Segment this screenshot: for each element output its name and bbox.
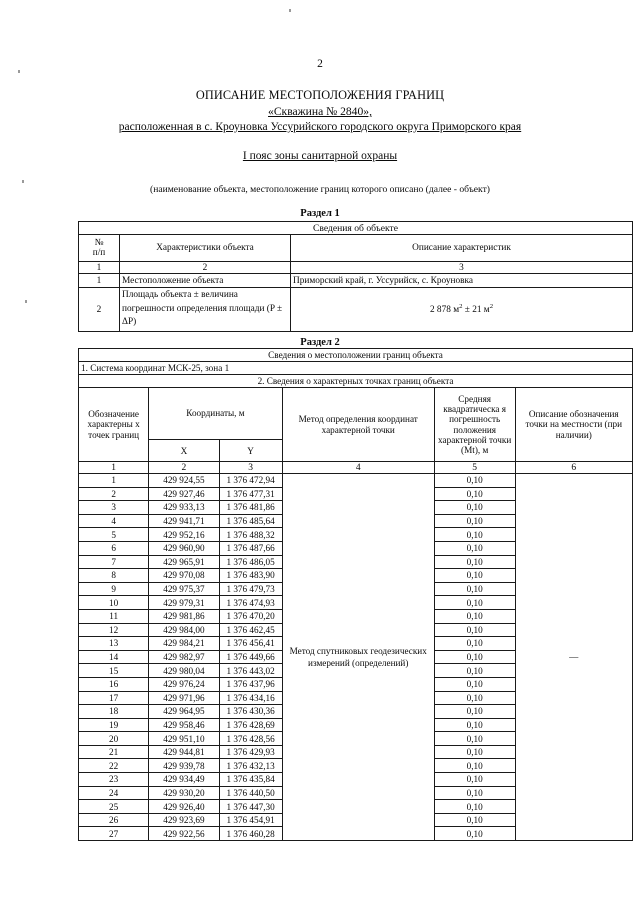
col-number-3: 3 — [291, 262, 633, 274]
row-x: 429 971,96 — [149, 691, 219, 705]
row-point-label: 25 — [79, 800, 149, 814]
row-point-label: 22 — [79, 759, 149, 773]
section-2-caption: Раздел 2 — [300, 337, 340, 348]
row-y: 1 376 437,96 — [219, 677, 282, 691]
col-header-description: Описание обозначения точки на местности (при наличии) — [515, 388, 633, 462]
row-point-label: 12 — [79, 623, 149, 637]
row-x: 429 984,00 — [149, 623, 219, 637]
row-x: 429 941,71 — [149, 514, 219, 528]
row-point-label: 21 — [79, 745, 149, 759]
row-mt: 0,10 — [434, 773, 515, 787]
row-x: 429 964,95 — [149, 705, 219, 719]
row-point-label: 26 — [79, 813, 149, 827]
row-x: 429 981,86 — [149, 609, 219, 623]
row-point-label: 20 — [79, 732, 149, 746]
row-method: Метод спутниковых геодезических измерений (определений) — [282, 474, 434, 841]
row-point-label: 16 — [79, 677, 149, 691]
row-point-label: 8 — [79, 569, 149, 583]
row-y: 1 376 434,16 — [219, 691, 282, 705]
document-zone — [0, 150, 640, 162]
coordinate-system-row: 1. Система координат МСК-25, зона 1 — [79, 362, 633, 375]
col-header-method: Метод определения координат характерной точки — [282, 388, 434, 462]
row-point-label: 10 — [79, 596, 149, 610]
col-number-6: 6 — [515, 462, 633, 474]
document-subject-text: «Скважина № 2840», — [268, 105, 372, 118]
row-characteristic: Местоположение объекта — [120, 274, 291, 288]
row-x: 429 970,08 — [149, 569, 219, 583]
row-x: 429 939,78 — [149, 759, 219, 773]
row-point-label: 27 — [79, 827, 149, 841]
row-point-label: 17 — [79, 691, 149, 705]
col-number-1: 1 — [79, 462, 149, 474]
row-point-label: 23 — [79, 773, 149, 787]
row-point-label: 3 — [79, 501, 149, 515]
row-x: 429 979,31 — [149, 596, 219, 610]
row-y: 1 376 483,90 — [219, 569, 282, 583]
row-y: 1 376 440,50 — [219, 786, 282, 800]
row-mt: 0,10 — [434, 705, 515, 719]
row-mt: 0,10 — [434, 691, 515, 705]
row-x: 429 952,16 — [149, 528, 219, 542]
col-header-mt: Средняя квадратическа я погрешность положения характерной точки (Mt), м — [434, 388, 515, 462]
row-mt: 0,10 — [434, 623, 515, 637]
row-mt: 0,10 — [434, 596, 515, 610]
row-y: 1 376 462,45 — [219, 623, 282, 637]
row-point-label: 24 — [79, 786, 149, 800]
page-number: 2 — [317, 58, 323, 70]
row-x: 429 976,24 — [149, 677, 219, 691]
col-number-3: 3 — [219, 462, 282, 474]
row-mt: 0,10 — [434, 528, 515, 542]
table-row — [79, 474, 633, 488]
row-y: 1 376 474,93 — [219, 596, 282, 610]
row-point-label: 1 — [79, 474, 149, 488]
scan-speck — [22, 180, 24, 183]
row-x: 429 984,21 — [149, 637, 219, 651]
row-point-label: 9 — [79, 582, 149, 596]
col-number-1: 1 — [79, 262, 120, 274]
row-x: 429 965,91 — [149, 555, 219, 569]
row-y: 1 376 428,56 — [219, 732, 282, 746]
row-mt: 0,10 — [434, 827, 515, 841]
scan-speck — [289, 9, 291, 12]
row-x: 429 933,13 — [149, 501, 219, 515]
row-point-label: 15 — [79, 664, 149, 678]
row-mt: 0,10 — [434, 637, 515, 651]
table-row — [79, 274, 633, 288]
row-mt: 0,10 — [434, 813, 515, 827]
row-y: 1 376 479,73 — [219, 582, 282, 596]
section-2-subsection-header: 2. Сведения о характерных точках границ объекта — [79, 375, 633, 388]
col-number-2: 2 — [149, 462, 219, 474]
document-subject — [0, 105, 640, 118]
row-x: 429 944,81 — [149, 745, 219, 759]
row-mt: 0,10 — [434, 514, 515, 528]
row-mt: 0,10 — [434, 800, 515, 814]
row-point-label: 18 — [79, 705, 149, 719]
row-mt: 0,10 — [434, 650, 515, 664]
row-point-label: 6 — [79, 541, 149, 555]
row-mt: 0,10 — [434, 541, 515, 555]
col-number-4: 4 — [282, 462, 434, 474]
row-x: 429 923,69 — [149, 813, 219, 827]
document-zone-text: I пояс зоны санитарной охраны — [242, 150, 398, 162]
row-x: 429 924,55 — [149, 474, 219, 488]
row-mt: 0,10 — [434, 569, 515, 583]
col-header-coordinates: Координаты, м — [149, 388, 282, 440]
row-mt: 0,10 — [434, 732, 515, 746]
scan-speck — [18, 70, 20, 73]
row-mt: 0,10 — [434, 745, 515, 759]
row-point-label: 13 — [79, 637, 149, 651]
row-y: 1 376 454,91 — [219, 813, 282, 827]
row-description: 2 878 $м^2 \pm 21$ $м^2$ — [291, 288, 633, 332]
row-point-label: 11 — [79, 609, 149, 623]
row-y: 1 376 432,13 — [219, 759, 282, 773]
row-y: 1 376 449,66 — [219, 650, 282, 664]
row-point-label: 2 — [79, 487, 149, 501]
row-y: 1 376 447,30 — [219, 800, 282, 814]
row-y: 1 376 435,84 — [219, 773, 282, 787]
section-1-caption: Раздел 1 — [300, 208, 340, 219]
row-mt: 0,10 — [434, 474, 515, 488]
col-number-2: 2 — [120, 262, 291, 274]
row-point-label: 4 — [79, 514, 149, 528]
row-x: 429 982,97 — [149, 650, 219, 664]
row-point-label: 19 — [79, 718, 149, 732]
col-header-characteristic: Характеристики объекта — [120, 235, 291, 262]
row-y: 1 376 488,32 — [219, 528, 282, 542]
row-x: 429 951,10 — [149, 732, 219, 746]
col-number-5: 5 — [434, 462, 515, 474]
row-y: 1 376 456,41 — [219, 637, 282, 651]
row-x: 429 960,90 — [149, 541, 219, 555]
row-y: 1 376 481,86 — [219, 501, 282, 515]
row-description: Приморский край, г. Уссурийск, с. Кроуновка — [291, 274, 633, 288]
row-y: 1 376 487,66 — [219, 541, 282, 555]
col-header-point-label: Обозначение характерны х точек границ — [79, 388, 149, 462]
row-no: 1 — [79, 274, 120, 288]
row-description: — — [515, 474, 633, 841]
row-no: 2 — [79, 288, 120, 332]
section-2-table — [78, 348, 633, 841]
row-mt: 0,10 — [434, 759, 515, 773]
row-y: 1 376 443,02 — [219, 664, 282, 678]
row-y: 1 376 428,69 — [219, 718, 282, 732]
section-1-table — [78, 221, 633, 332]
row-mt: 0,10 — [434, 555, 515, 569]
row-x: 429 980,04 — [149, 664, 219, 678]
row-y: 1 376 486,05 — [219, 555, 282, 569]
row-characteristic: Площадь объекта ± величина погрешности определения площади (P ± ΔP) — [120, 288, 291, 332]
row-mt: 0,10 — [434, 677, 515, 691]
row-y: 1 376 429,93 — [219, 745, 282, 759]
row-x: 429 975,37 — [149, 582, 219, 596]
row-y: 1 376 485,64 — [219, 514, 282, 528]
row-point-label: 14 — [79, 650, 149, 664]
document-location — [0, 121, 640, 133]
document-note: (наименование объекта, местоположение границ которого описано (далее - объект) — [150, 184, 490, 195]
row-x: 429 934,49 — [149, 773, 219, 787]
row-mt: 0,10 — [434, 718, 515, 732]
col-header-x: X — [149, 440, 219, 462]
section-2-table-header: Сведения о местоположении границ объекта — [79, 349, 633, 362]
table-row — [79, 288, 633, 332]
row-x: 429 958,46 — [149, 718, 219, 732]
section-1-table-header: Сведения об объекте — [79, 222, 633, 235]
scan-speck — [25, 300, 27, 303]
col-header-no: № п/п — [79, 235, 120, 262]
row-mt: 0,10 — [434, 609, 515, 623]
document-location-text: расположенная в с. Кроуновка Уссурийского городского округа Приморского края — [118, 121, 522, 133]
row-mt: 0,10 — [434, 501, 515, 515]
row-point-label: 7 — [79, 555, 149, 569]
row-x: 429 930,20 — [149, 786, 219, 800]
row-y: 1 376 470,20 — [219, 609, 282, 623]
col-header-y: Y — [219, 440, 282, 462]
row-point-label: 5 — [79, 528, 149, 542]
row-mt: 0,10 — [434, 664, 515, 678]
row-y: 1 376 472,94 — [219, 474, 282, 488]
row-mt: 0,10 — [434, 487, 515, 501]
document-title: ОПИСАНИЕ МЕСТОПОЛОЖЕНИЯ ГРАНИЦ — [195, 88, 445, 102]
col-header-description: Описание характеристик — [291, 235, 633, 262]
row-y: 1 376 460,28 — [219, 827, 282, 841]
row-x: 429 926,40 — [149, 800, 219, 814]
row-mt: 0,10 — [434, 582, 515, 596]
row-y: 1 376 477,31 — [219, 487, 282, 501]
row-x: 429 922,56 — [149, 827, 219, 841]
row-x: 429 927,46 — [149, 487, 219, 501]
row-y: 1 376 430,36 — [219, 705, 282, 719]
row-mt: 0,10 — [434, 786, 515, 800]
